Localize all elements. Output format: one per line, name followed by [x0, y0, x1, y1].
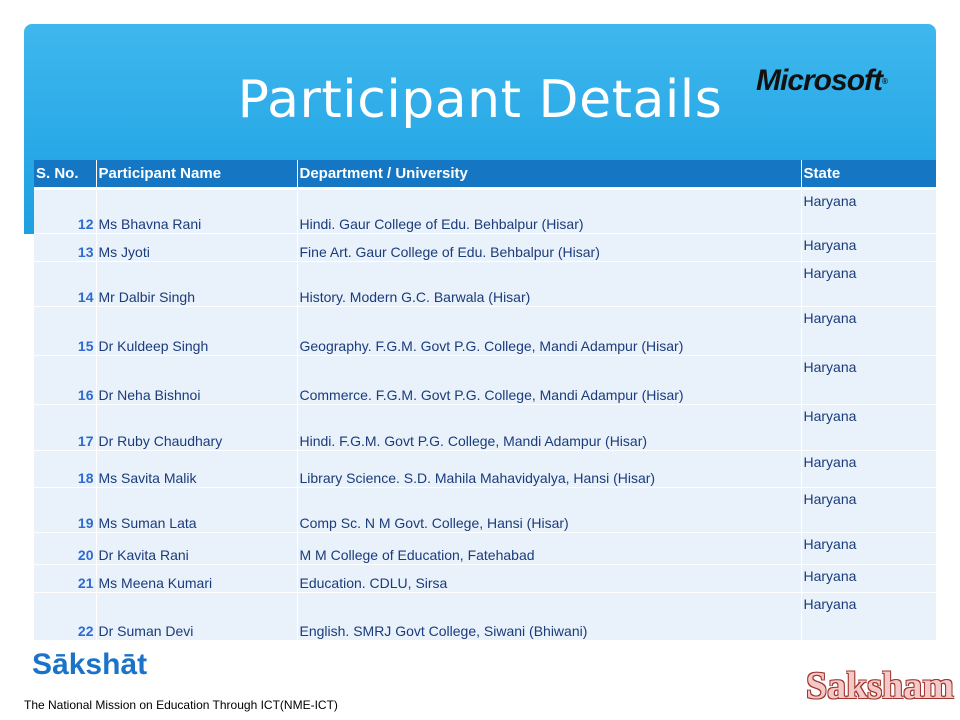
cell-dept: M M College of Education, Fatehabad — [297, 533, 801, 565]
table-row — [34, 189, 936, 234]
cell-state: Haryana — [801, 488, 936, 533]
cell-state: Haryana — [801, 262, 936, 307]
cell-dept: English. SMRJ Govt College, Siwani (Bhiwani) — [297, 593, 801, 641]
cell-name: Ms Bhavna Rani — [96, 189, 297, 234]
cell-dept: Library Science. S.D. Mahila Mahavidyalya, Hansi (Hisar) — [297, 451, 801, 488]
header-dept: Department / University — [297, 160, 801, 189]
cell-sno: 13 — [34, 234, 96, 262]
cell-sno: 16 — [34, 356, 96, 405]
cell-sno: 22 — [34, 593, 96, 641]
cell-name: Dr Neha Bishnoi — [96, 356, 297, 405]
cell-dept: Hindi. F.G.M. Govt P.G. College, Mandi Adampur (Hisar) — [297, 405, 801, 451]
cell-dept: Education. CDLU, Sirsa — [297, 565, 801, 593]
cell-state: Haryana — [801, 593, 936, 641]
cell-state: Haryana — [801, 565, 936, 593]
cell-sno: 17 — [34, 405, 96, 451]
table-row — [34, 234, 936, 262]
table-row — [34, 451, 936, 488]
cell-name: Dr Kavita Rani — [96, 533, 297, 565]
cell-dept: Comp Sc. N M Govt. College, Hansi (Hisar) — [297, 488, 801, 533]
cell-dept: Hindi. Gaur College of Edu. Behbalpur (Hisar) — [297, 189, 801, 234]
cell-name: Ms Meena Kumari — [96, 565, 297, 593]
table-row — [34, 405, 936, 451]
cell-dept: History. Modern G.C. Barwala (Hisar) — [297, 262, 801, 307]
header-state: State — [801, 160, 936, 189]
cell-sno: 18 — [34, 451, 96, 488]
cell-state: Haryana — [801, 307, 936, 356]
microsoft-logo: Microsoft® — [756, 64, 887, 97]
cell-state: Haryana — [801, 234, 936, 262]
table-row — [34, 262, 936, 307]
table-row — [34, 488, 936, 533]
cell-dept: Geography. F.G.M. Govt P.G. College, Mandi Adampur (Hisar) — [297, 307, 801, 356]
table-row — [34, 593, 936, 641]
table-row — [34, 533, 936, 565]
table-row — [34, 356, 936, 405]
sakshat-logo: Sākshāt — [32, 648, 148, 681]
cell-name: Ms Savita Malik — [96, 451, 297, 488]
participant-table — [34, 160, 937, 641]
cell-sno: 19 — [34, 488, 96, 533]
cell-state: Haryana — [801, 533, 936, 565]
cell-name: Dr Suman Devi — [96, 593, 297, 641]
cell-state: Haryana — [801, 451, 936, 488]
header-sno: S. No. — [34, 160, 96, 189]
table-row — [34, 565, 936, 593]
cell-state: Haryana — [801, 189, 936, 234]
cell-sno: 15 — [34, 307, 96, 356]
cell-sno: 20 — [34, 533, 96, 565]
cell-state: Haryana — [801, 405, 936, 451]
cell-dept: Fine Art. Gaur College of Edu. Behbalpur (Hisar) — [297, 234, 801, 262]
table-header-row — [34, 160, 936, 189]
header-name: Participant Name — [96, 160, 297, 189]
cell-sno: 21 — [34, 565, 96, 593]
cell-name: Ms Suman Lata — [96, 488, 297, 533]
cell-sno: 14 — [34, 262, 96, 307]
slide-title: Participant Details — [237, 70, 723, 130]
microsoft-logo-text: Microsoft — [756, 64, 882, 97]
cell-state: Haryana — [801, 356, 936, 405]
cell-name: Dr Kuldeep Singh — [96, 307, 297, 356]
cell-sno: 12 — [34, 189, 96, 234]
cell-dept: Commerce. F.G.M. Govt P.G. College, Mandi Adampur (Hisar) — [297, 356, 801, 405]
saksham-logo: Saksham — [806, 665, 954, 707]
footer-text: The National Mission on Education Through ICT(NME-ICT) — [24, 698, 338, 712]
table-row — [34, 307, 936, 356]
cell-name: Mr Dalbir Singh — [96, 262, 297, 307]
cell-name: Ms Jyoti — [96, 234, 297, 262]
cell-name: Dr Ruby Chaudhary — [96, 405, 297, 451]
